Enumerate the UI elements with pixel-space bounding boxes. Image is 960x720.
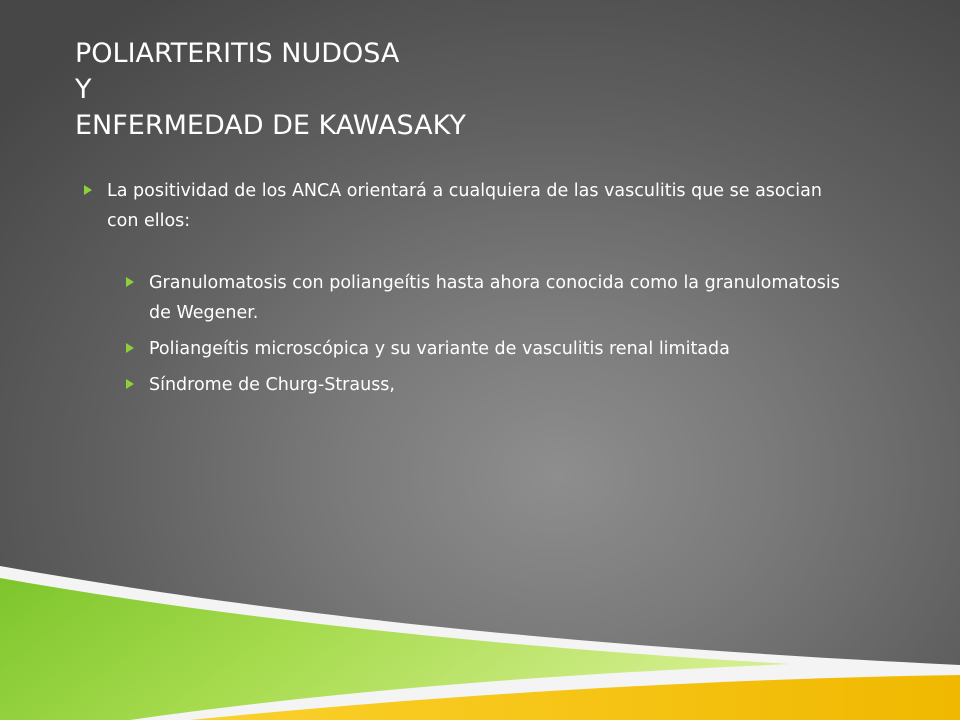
bullet-sub-2-text: Poliangeítis microscópica y su variante de vasculitis renal limitada	[149, 339, 730, 359]
bullet-sub-1-text: Granulomatosis con poliangeítis hasta ahora conocida como la granulomatosis de Wegener.	[149, 273, 840, 323]
bullet-sub-3-text: Síndrome de Churg-Strauss,	[149, 375, 395, 395]
title-line-2: Y	[75, 74, 92, 105]
title-line-3: ENFERMEDAD DE KAWASAKY	[75, 110, 466, 141]
bullet-intro-text: La positividad de los ANCA orientará a cualquiera de las vasculitis que se asocian con ellos:	[107, 181, 822, 231]
title-line-1: POLIARTERITIS NUDOSA	[75, 38, 400, 69]
